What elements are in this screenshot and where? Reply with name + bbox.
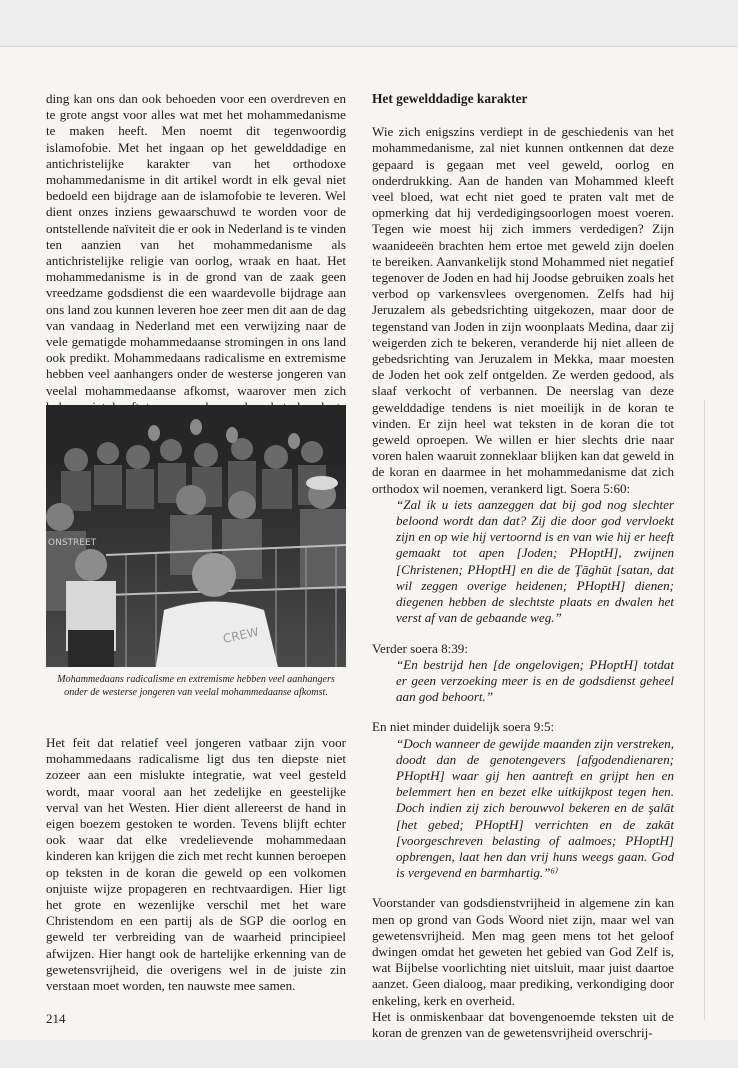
intro-soera-8-39: Verder soera 8:39: <box>372 640 468 656</box>
shirt-text-crew: CREW <box>221 624 261 646</box>
right-paragraph-2: Voorstander van godsdienstvrijheid in algemene zin kan men op grond van Gods Woord niet zijn, maar wel van gewetensvrijheid. Men mag geen mens tot het geloof dwingen omdat het geweten het gebied van God Zelf is, wat Bijbelse voorlichting niet uitsluit, maar juist daartoe aanzet. Geen dialoog, maar prediking, verkondiging door enkeling, kerk en overheid. <box>372 895 674 1008</box>
top-margin-band <box>0 0 738 46</box>
left-paragraph-2: Het feit dat relatief veel jongeren vatbaar zijn voor mohammedaans radicalisme ligt dus ten diepste niet zozeer aan een mislukte integratie, wat veel gesteld wordt, maar vooral aan het zedelijke en geestelijke verval van het Westen. Hier dient allereerst de hand in eigen boezem gestoken te worden. Tevens blijft echter ook waar dat elke vredelievende mohammedaan kinderen kan krijgen die zich met recht kunnen beroepen op teksten in de koran die geweld op een volkomen onjuiste wijze propageren en rechtvaardigen. Hier ligt het grote en wezenlijke verschil met het ware Christendom en een partij als de SGP die oorlog en geweld ter verbreiding van de waarheid principieel afwijzen. Hier hangt ook de hartelijke erkenning van de gewetensvrijheid, die overigens wel in de juiste zin verstaan moet worden, ten nauwste mee samen. <box>46 735 346 994</box>
left-paragraph-1: ding kan ons dan ook behoeden voor een overdreven en te grote angst voor alles wat met het mohammedanisme te maken heeft. Men noemt dit tegenwoordig islamofobie. Met het ingaan op het gewelddadige en antichristelijke karakter van het orthodoxe mohammedanisme in dit artikel wordt in elk geval niet bedoeld een bijdrage aan de islamofobie te leveren. Wel dient onzes inziens gewaarschuwd te worden voor de ontstellende naïviteit die er ook in Nederland is te vinden ten aanzien van het mohammedanisme als antichristelijke religie van oorlog, wraak en haat. Het mohammedanisme is in de grond van de zaak geen vreedzame godsdienst die een waardevolle bijdrage aan ons land zou kunnen leveren hoe zeer men dit aan de dag van vandaag in Nederland met een verwijzing naar de vele gematigde mohammedaanse stromingen in ons land ook predikt. Mohammedaans radicalisme en extremisme hebben veel aanhangers onder de westerse jongeren van veelal mohammedaanse afkomst, waarover men zich <box>46 91 346 398</box>
right-column <box>372 91 674 1041</box>
top-margin-line <box>0 46 738 47</box>
crowd-photo-drawing <box>46 405 346 667</box>
section-heading: Het gewelddadige karakter <box>372 91 528 106</box>
right-paragraph-1: Wie zich enigszins verdiept in de geschiedenis van het mohammedanisme, zal niet kunnen ontkennen dat deze gepaard is gegaan met veel geweld, oorlog en onderdrukking. Aan de handen van Mohammed kleeft veel bloed, wat echt niet goed te praten valt met de opmerking dat hij verdedigingsoorlogen moest voeren. Tegen wie moest hij zich immers verdedigen? Zijn waanideeën brachten hem ertoe met geweld zijn doelen te bereiken. Aanvankelijk stond Mohammed niet negatief tegenover de Joden en had hij Joodse gebruiken zoals het verbod op varkensvlees overgenomen. Zelfs had hij Jeruzalem als gebedsrichting uitgekozen, maar door de tegenstand van Joden in zijn woonplaats Medina, daar zij weigerden zich te bekeren, veranderde hij niet alleen de gebedsrichting van Jeruzalem in Mekka, maar moesten de Joden het ook zelf ontgelden. Ze werden gedood, als slaaf verkocht of verbannen. De neerslag van deze gewelddadige tendens is niet moeilijk in de koran te vinden. Er zijn heel wat teksten in de koran die tot geweld oproepen. We willen er hier slechts drie naar voren halen waaruit zonneklaar blijken kan dat geweld in de koran en daarmee in het mohammedanisme dat zich orthodox wil noemen, verankerd ligt. Soera 5:60: <box>372 124 674 496</box>
right-paragraph-3: Het is onmiskenbaar dat bovengenoemde teksten uit de koran de grenzen van de gewetensvrijheid overschrij- <box>372 1008 674 1040</box>
quote-soera-5-60: “Zal ik u iets aanzeggen dat bij god nog slechter beloond wordt dan dat? Zij die door god vervloekt zijn en op wie hij vertoornd is en van wie hij er heeft gemaakt tot apen [Joden; PHoptH], zwijnen [Christenen; PHoptH] en die de Ţāghūt [satan, dat wil zeggen overige heidenen; PHoptH] dienen; diegenen hebben de slechtste plaats en dwalen het verst af van de gebaande weg.” <box>396 496 674 626</box>
crowd-photo <box>46 405 346 667</box>
quote-soera-9-5: “Doch wanneer de gewijde maanden zijn verstreken, doodt dan de genotengevers [afgodendienaren; PHoptH] waar gij hen aantreft en grijpt hen en belemmert hen en bezet elke uitkijkpost tegen hen. Doch indien zij zich berouwvol bekeren en de şalāt [het gebed; PHoptH] verrichten en de zakāt [voorgeschreven belasting of aalmoes; PHoptH] opbrengen, laat hen dan vrij huns weegs gaan. God is vergevend en barmhartig.”⁶⁾ <box>396 735 674 881</box>
right-margin-line <box>704 400 705 1020</box>
page-number: 214 <box>46 1011 66 1026</box>
photo-caption: Mohammedaans radicalisme en extremisme hebben veel aanhangers onder de westerse jongeren van veelal mohammedaanse afkomst. <box>57 674 335 698</box>
intro-soera-9-5: En niet minder duidelijk soera 9:5: <box>372 719 555 735</box>
bottom-margin-band <box>0 1040 738 1068</box>
shirt-text-onstreet: ONSTREET <box>48 538 97 548</box>
quote-soera-8-39: “En bestrijd hen [de ongelovigen; PHoptH] totdat er geen verzoeking meer is en de godsdienst geheel aan god behoort.” <box>396 656 674 705</box>
left-column-bottom <box>46 735 346 994</box>
